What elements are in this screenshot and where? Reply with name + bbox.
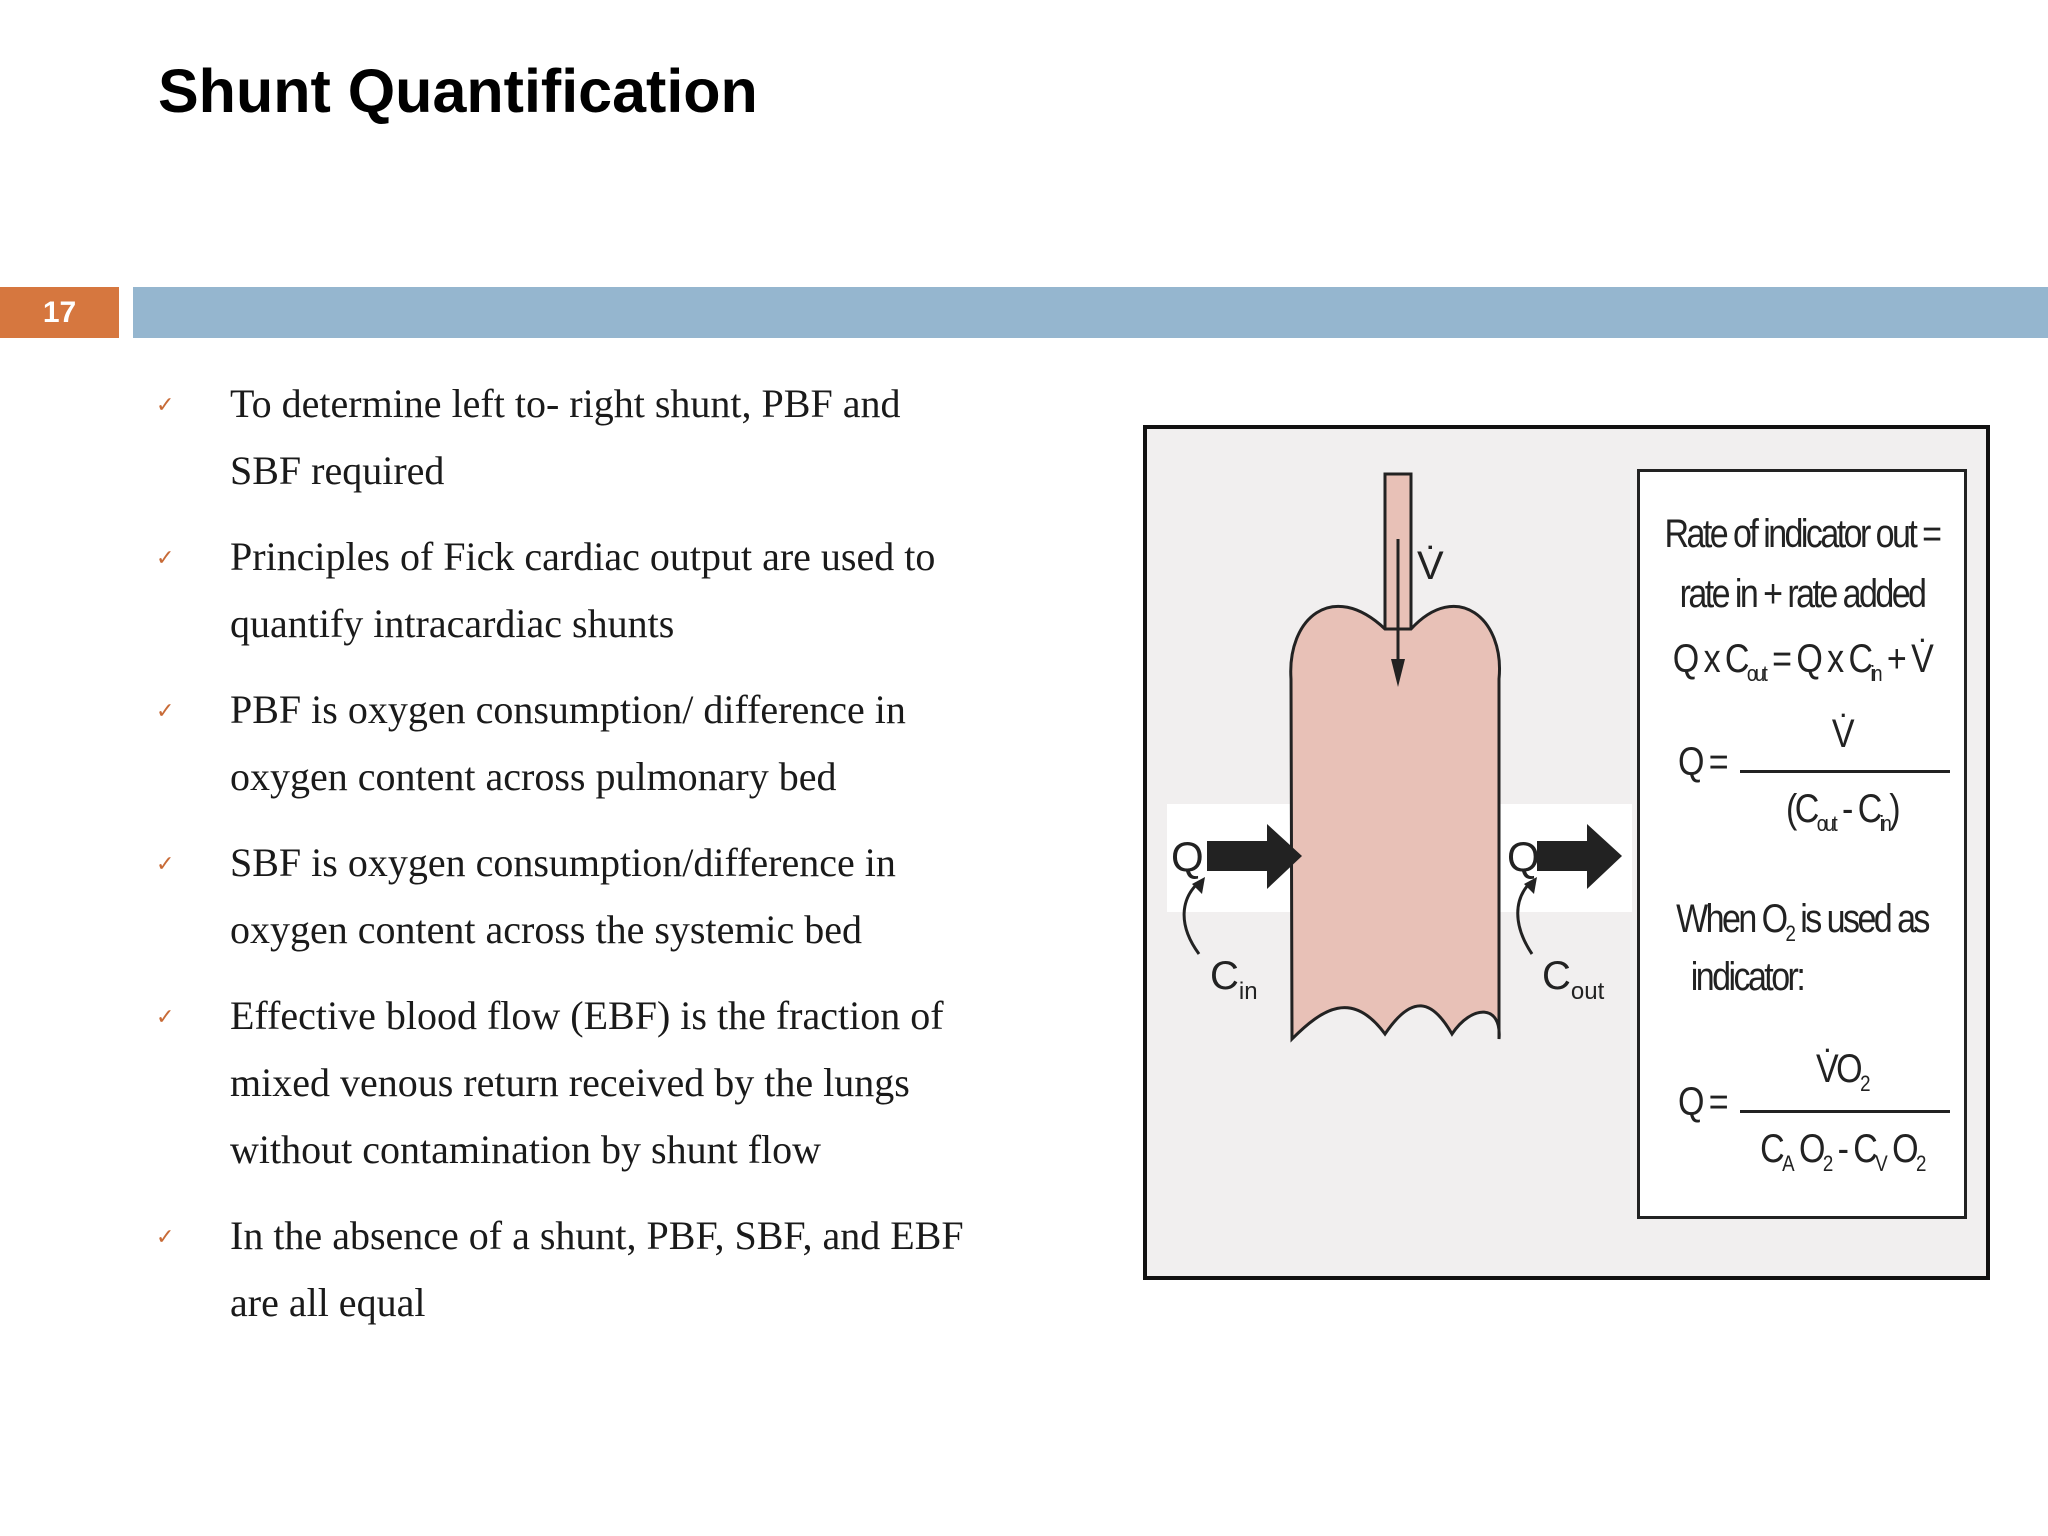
inflow-arrow-shaft: [1207, 841, 1272, 871]
header-rule-bar: [133, 287, 2048, 338]
list-item: ✓ SBF is oxygen consumption/difference in oxygen content across the systemic bed: [150, 829, 980, 963]
list-item: ✓ To determine left to- right shunt, PBF and SBF required: [150, 370, 980, 504]
fraction2-denominator: $C_A$ $O_2 - C_V$ $O_2$: [1760, 1127, 1924, 1176]
fraction1-numerator: V̇: [1831, 712, 1853, 756]
list-item: ✓ In the absence of a shunt, PBF, SBF, and EBF are all equal: [150, 1202, 980, 1336]
equation-main: Q x $C_{out} = Q$ x $C_{in}$ + V̇: [1672, 637, 1932, 686]
fraction2-q: Q =: [1677, 1080, 1727, 1124]
c-out-label: $C_{out}$: [1542, 954, 1605, 1005]
check-icon: ✓: [156, 546, 175, 571]
check-icon: ✓: [156, 393, 175, 418]
fraction1-q: Q =: [1677, 740, 1727, 784]
q-out-label: Q: [1507, 833, 1540, 880]
indicator-line: indicator:: [1690, 955, 1804, 999]
c-in-label: $C_{in}$: [1210, 954, 1258, 1005]
fick-principle-figure: [1143, 425, 1990, 1280]
slide-title: Shunt Quantification: [158, 57, 758, 125]
check-icon: ✓: [156, 1005, 175, 1030]
fraction1-denominator: $(C_{out} - C_{in})$: [1786, 787, 1898, 836]
bullet-list: [150, 370, 980, 1355]
check-icon: ✓: [156, 1225, 175, 1250]
list-item: ✓ Effective blood flow (EBF) is the fraction of mixed venous return received by the lungs without contamination by shunt flow: [150, 982, 980, 1183]
check-icon: ✓: [156, 852, 175, 877]
slide-number: 17: [0, 287, 119, 338]
equation-line-1: Rate of indicator out =: [1664, 512, 1940, 556]
check-icon: ✓: [156, 699, 175, 724]
outflow-arrow-shaft: [1537, 841, 1592, 871]
v-dot-label: V̇: [1417, 544, 1444, 588]
q-in-label: Q: [1171, 833, 1204, 880]
equation-box: [1637, 469, 1967, 1219]
list-item: ✓ Principles of Fick cardiac output are used to quantify intracardiac shunts: [150, 523, 980, 657]
when-o2-line: When $O_2$ is used as: [1676, 897, 1928, 946]
fraction2-numerator: $V̇O_2$: [1816, 1047, 1868, 1096]
equation-line-2: rate in + rate added: [1679, 572, 1925, 616]
list-item: ✓ PBF is oxygen consumption/ difference in oxygen content across pulmonary bed: [150, 676, 980, 810]
